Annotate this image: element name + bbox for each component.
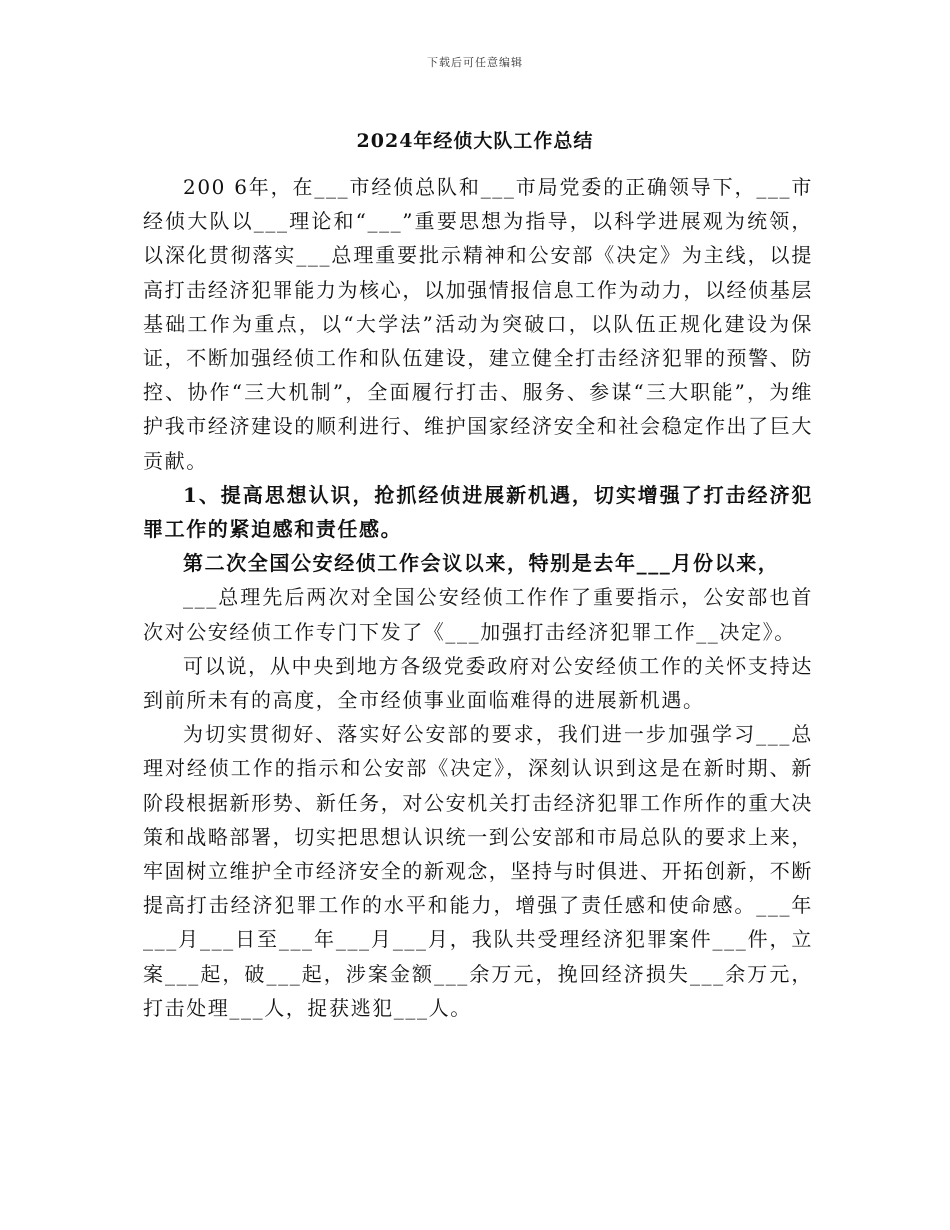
paragraph-intro: 200 6年，在___市经侦总队和___市局党委的正确领导下，___市经侦大队以___理论和“___”重要思想为指导，以科学进展观为统领，以深化贯彻落实___总理重要批示精神和公安部《决定》为主线，以提高打击经济犯罪能力为核心，以加强情报信息工作为动力，以经侦基层基础工作为重点，以“大学法”活动为突破口，以队伍正规化建设为保证，不断加强经侦工作和队伍建设，建立健全打击经济犯罪的预警、防控、协作“三大机制”，全面履行打击、服务、参谋“三大职能”，为维护我市经济建设的顺利进行、维护国家经济安全和社会稳定作出了巨大贡献。	[143, 175, 813, 473]
paragraph-opportunity: 可以说，从中央到地方各级党委政府对公安经侦工作的关怀支持达到前所未有的高度，全市经侦事业面临难得的进展新机遇。	[143, 653, 813, 713]
section-heading-1: 1、提高思想认识，抢抓经侦进展新机遇，切实增强了打击经济犯罪工作的紧迫感和责任感。	[143, 482, 813, 542]
paragraph-bold-lead: 第二次全国公安经侦工作会议以来，特别是去年___月份以来，	[183, 551, 780, 576]
document-body	[143, 170, 813, 1025]
page-header-note: 下载后可任意编辑	[427, 56, 523, 69]
paragraph-instructions: ___总理先后两次对全国公安经侦工作作了重要指示，公安部也首次对公安经侦工作专门下发了《___加强打击经济犯罪工作__决定》。	[143, 585, 813, 644]
paragraph-implementation: 为切实贯彻好、落实好公安部的要求，我们进一步加强学习___总理对经侦工作的指示和公安部《决定》，深刻认识到这是在新时期、新阶段根据新形势、新任务，对公安机关打击经济犯罪工作所作的重大决策和战略部署，切实把思想认识统一到公安部和市局总队的要求上来，牢固树立维护全市经济安全的新观念，坚持与时俱进、开拓创新，不断提高打击经济犯罪工作的水平和能力，增强了责任感和使命感。___年___月___日至___年___月___月，我队共受理经济犯罪案件___件，立案___起，破___起，涉案金额___余万元，挽回经济损失___余万元，打击处理___人，捉获逃犯___人。	[143, 722, 813, 1020]
document-title: 2024年经侦大队工作总结	[356, 130, 594, 152]
